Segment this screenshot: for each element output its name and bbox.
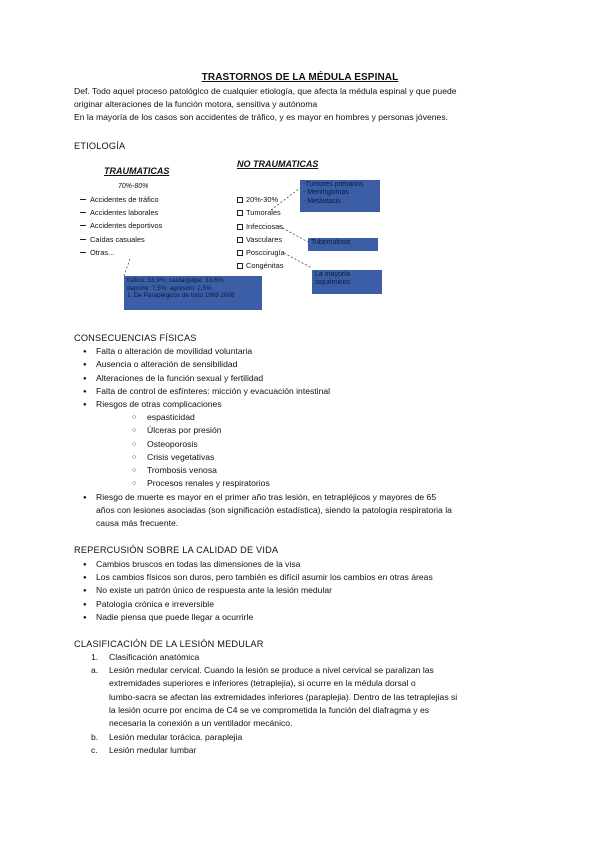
checkbox-icon [237, 250, 243, 256]
box-statistics: tráfico: 53,9%; caída/golpe: 33,6%; deporte: 7,5%; agresión: 2,5% 1. De Paraplégicos de todo 1999 2008 [124, 276, 262, 310]
box-tumores: -Tumores primarios - Meningiomas - Metástasis [300, 180, 380, 212]
traumaticas-percent: 70%-80% [118, 183, 149, 190]
checkbox-icon [237, 210, 243, 216]
list-item: ● Los cambios físicos son duros, pero también es difícil asumir los cambios en otras áreas [96, 572, 526, 584]
list-item: ● Ausencia o alteración de sensibilidad [96, 359, 526, 371]
section-heading-clasificacion: CLASIFICACIÓN DE LA LESIÓN MEDULAR [74, 639, 264, 649]
traumatic-cause: Accidentes de tráfico [80, 195, 159, 205]
box-tuberculosis: Tuberculosis [308, 238, 378, 251]
lettered-item-cervical: a. Lesión medular cervical. Cuando la lesión se produce a nivel cervical se paralizan las extremidades superiores e inferiores (tetraplejia), si ocurre en la médula dorsal o lumbo-sacra se afectan las extremidades inferiores (paraplejia). Dentro de las tetraplejias si la lesión ocurre por encima de C4 se ve comprometida la función del diafragma y es necesaria la conexión a un ventilador mecánico. [91, 665, 458, 729]
dash-marker [80, 212, 86, 213]
section-heading-consecuencias: CONSECUENCIAS FÍSICAS [74, 333, 197, 343]
checkbox-icon [237, 263, 243, 269]
non-traumatic-cause: Infecciosas [237, 222, 283, 232]
sub-list-item: ○ Osteoporosis [147, 439, 198, 451]
etiology-figure [74, 158, 386, 314]
dash-marker [80, 252, 86, 253]
sub-list-item: ○ Úlceras por presión [147, 425, 222, 437]
traumaticas-heading: TRAUMATICAS [104, 166, 170, 176]
traumatic-cause: Accidentes laborales [80, 208, 158, 218]
list-item: ● Alteraciones de la función sexual y fertilidad [96, 373, 526, 385]
list-item-riesgo: ● Riesgo de muerte es mayor en el primer año tras lesión, en tetrapléjicos y mayores de 65 años con lesiones asociadas (son significación estadística), siendo la patología respiratoria la causa más frecuente. [96, 492, 526, 530]
dash-marker [80, 239, 86, 240]
list-item: ● Nadie piensa que puede llegar a ocurrirle [96, 612, 526, 624]
list-item: ● Falta de control de esfínteres: micción y evacuación intestinal [96, 386, 526, 398]
sub-list-item: ○ espasticidad [147, 412, 195, 424]
list-item: ● No existe un patrón único de respuesta ante la lesión medular [96, 585, 526, 597]
list-item: ● Cambios bruscos en todas las dimensiones de la visa [96, 559, 526, 571]
definition-line-1: Def. Todo aquel proceso patológico de cualquier etiología, que afecta la médula espinal y que puede [74, 86, 457, 96]
checkbox-icon [237, 197, 243, 203]
non-traumatic-cause: 20%-30% [237, 195, 278, 205]
list-item: ● Falta o alteración de movilidad voluntaria [96, 346, 526, 358]
section-heading-repercusion: REPERCUSIÓN SOBRE LA CALIDAD DE VIDA [74, 545, 279, 555]
sub-list-item: ○ Procesos renales y respiratorios [147, 478, 270, 490]
definition-line-3: En la mayoría de los casos son accidentes de tráfico, y es mayor en hombres y personas jóvenes. [74, 112, 449, 122]
box-isquemicos: La mayoría isquémicos [312, 270, 382, 294]
non-traumatic-cause: Tumorales [237, 208, 281, 218]
list-item: ● Riesgos de otras complicaciones [96, 399, 526, 411]
non-traumatic-cause: Posccirugía [237, 248, 285, 258]
non-traumatic-cause: Vasculares [237, 235, 282, 245]
numbered-item: 1. Clasificación anatómica [91, 652, 200, 662]
sub-list-item: ○ Trombosis venosa [147, 465, 217, 477]
dash-marker [80, 199, 86, 200]
no-traumaticas-heading: NO TRAUMATICAS [237, 159, 319, 169]
section-heading-etiologia: ETIOLOGÍA [74, 141, 126, 151]
non-traumatic-cause: Congénitas [237, 261, 283, 271]
page-title: TRASTORNOS DE LA MÉDULA ESPINAL [201, 72, 399, 83]
definition-line-2: originar alteraciones de la función motora, sensitiva y autónoma [74, 99, 318, 109]
traumatic-cause: Otras... [80, 248, 114, 258]
lettered-item-toracica: b. Lesión medular torácica. paraplejia [91, 732, 243, 742]
sub-list-item: ○ Crisis vegetativas [147, 452, 214, 464]
checkbox-icon [237, 224, 243, 230]
checkbox-icon [237, 237, 243, 243]
lettered-item-lumbar: c. Lesión medular lumbar [91, 745, 197, 755]
traumatic-cause: Accidentes deportivos [80, 221, 162, 231]
list-item: ● Patología crónica e irreversible [96, 599, 526, 611]
traumatic-cause: Caídas casuales [80, 235, 145, 245]
dash-marker [80, 225, 86, 226]
